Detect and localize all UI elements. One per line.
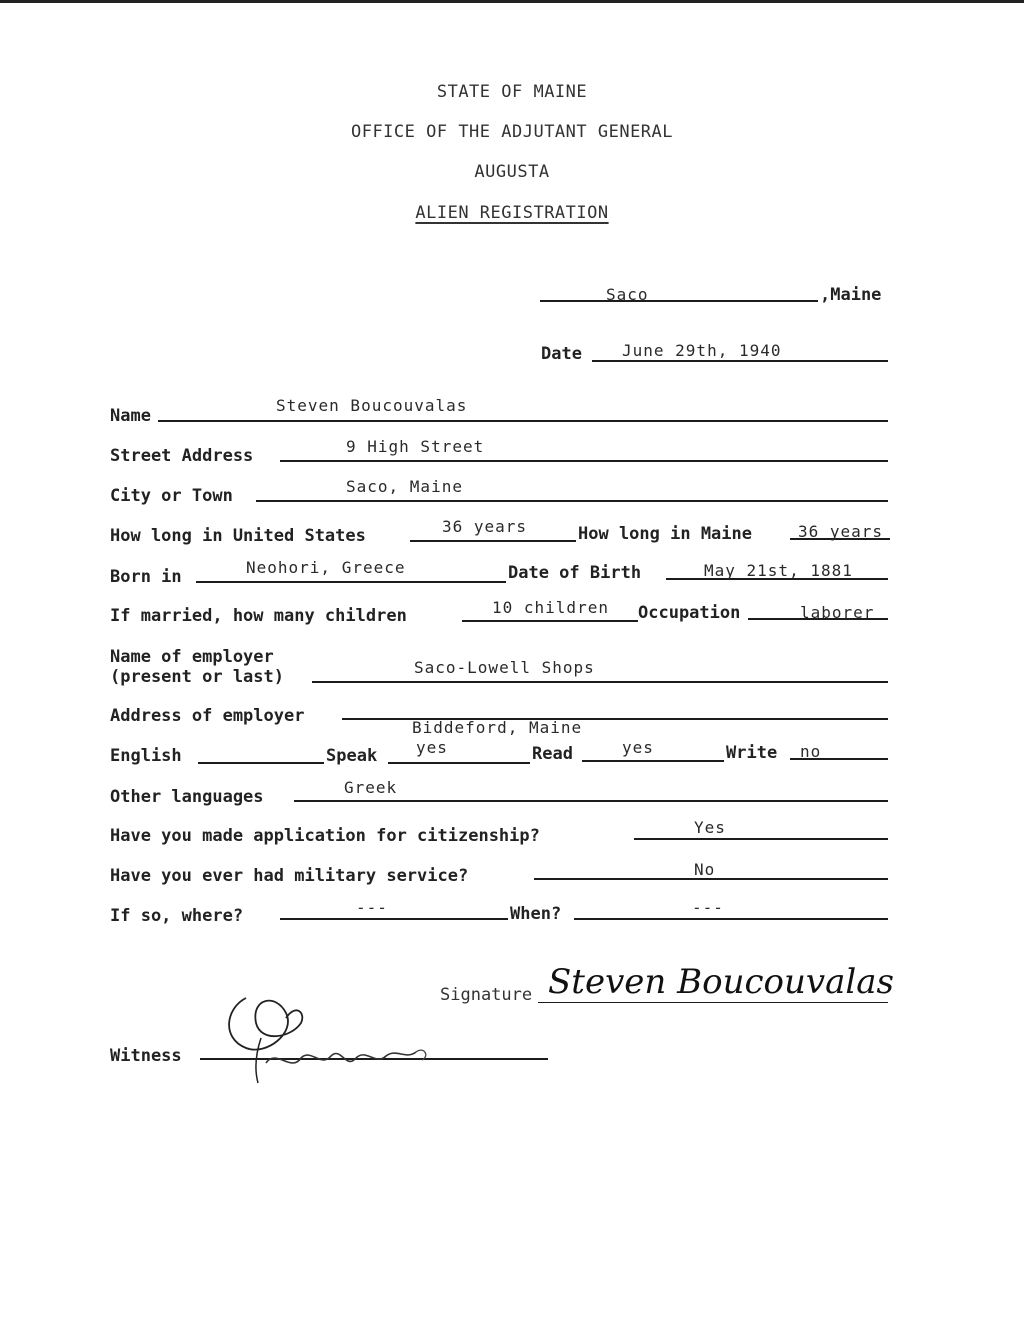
- place-suffix: ,Maine: [820, 285, 882, 305]
- where-label: If so, where?: [110, 906, 244, 926]
- occupation-value: laborer: [800, 603, 875, 622]
- signature-line: [538, 1002, 888, 1003]
- speak-value: yes: [416, 738, 448, 757]
- read-line: [582, 760, 724, 762]
- street-value: 9 High Street: [346, 437, 485, 456]
- write-value: no: [800, 742, 822, 761]
- speak-line: [388, 762, 530, 764]
- us-line: [410, 540, 576, 542]
- employer-line: [312, 681, 888, 683]
- header-state: STATE OF MAINE: [436, 82, 588, 102]
- dob-value: May 21st, 1881: [704, 561, 853, 580]
- when-label: When?: [510, 904, 562, 924]
- write-label: Write: [726, 743, 778, 763]
- english-label: English: [110, 746, 182, 766]
- city-label: City or Town: [110, 486, 233, 506]
- maine-value: 36 years: [798, 522, 884, 541]
- city-value: Saco, Maine: [346, 477, 463, 496]
- read-label: Read: [532, 744, 573, 764]
- place-line: [540, 300, 818, 302]
- date-label: Date: [541, 344, 582, 364]
- witness-signature-scribble: [206, 978, 456, 1098]
- speak-label: Speak: [326, 746, 378, 766]
- date-line: [592, 360, 888, 362]
- employer-value: Saco-Lowell Shops: [414, 658, 595, 677]
- signature-value: Steven Boucouvalas: [548, 962, 894, 1002]
- children-label: If married, how many children: [110, 606, 407, 626]
- witness-label: Witness: [110, 1046, 182, 1066]
- page-top-edge: [0, 0, 1024, 3]
- when-line: [574, 918, 888, 920]
- citizenship-value: Yes: [694, 818, 726, 837]
- street-label: Street Address: [110, 446, 254, 466]
- header-office: OFFICE OF THE ADJUTANT GENERAL: [350, 122, 674, 142]
- street-line: [280, 460, 888, 462]
- employer-address-value: Biddeford, Maine: [412, 718, 583, 737]
- signature-label: Signature: [440, 985, 533, 1005]
- english-line: [198, 762, 324, 764]
- employer-label-sub: (present or last): [110, 667, 284, 687]
- name-value: Steven Boucouvalas: [276, 396, 468, 415]
- city-line: [256, 500, 888, 502]
- military-value: No: [694, 860, 716, 879]
- citizenship-line: [634, 838, 888, 840]
- occupation-label: Occupation: [638, 603, 741, 623]
- citizenship-label: Have you made application for citizenship?: [110, 826, 540, 846]
- born-line: [196, 581, 506, 583]
- children-line: [462, 620, 638, 622]
- employer-address-label: Address of employer: [110, 706, 305, 726]
- military-label: Have you ever had military service?: [110, 866, 469, 886]
- us-value: 36 years: [442, 517, 528, 536]
- where-line: [280, 918, 508, 920]
- where-value: ---: [356, 898, 388, 917]
- name-line: [158, 420, 888, 422]
- dob-label: Date of Birth: [508, 563, 642, 583]
- maine-label: How long in Maine: [578, 524, 752, 544]
- employer-label: Name of employer: [110, 647, 274, 667]
- born-label: Born in: [110, 567, 182, 587]
- languages-label: Other languages: [110, 787, 264, 807]
- header-title: ALIEN REGISTRATION: [415, 203, 609, 223]
- us-label: How long in United States: [110, 526, 366, 546]
- name-label: Name: [110, 406, 151, 426]
- date-value: June 29th, 1940: [622, 341, 782, 360]
- languages-line: [294, 800, 888, 802]
- born-value: Neohori, Greece: [246, 558, 406, 577]
- languages-value: Greek: [344, 778, 398, 797]
- place-value: Saco: [606, 285, 649, 304]
- read-value: yes: [622, 738, 654, 757]
- children-value: 10 children: [492, 598, 609, 617]
- when-value: ---: [692, 898, 724, 917]
- header-city: AUGUSTA: [474, 162, 550, 182]
